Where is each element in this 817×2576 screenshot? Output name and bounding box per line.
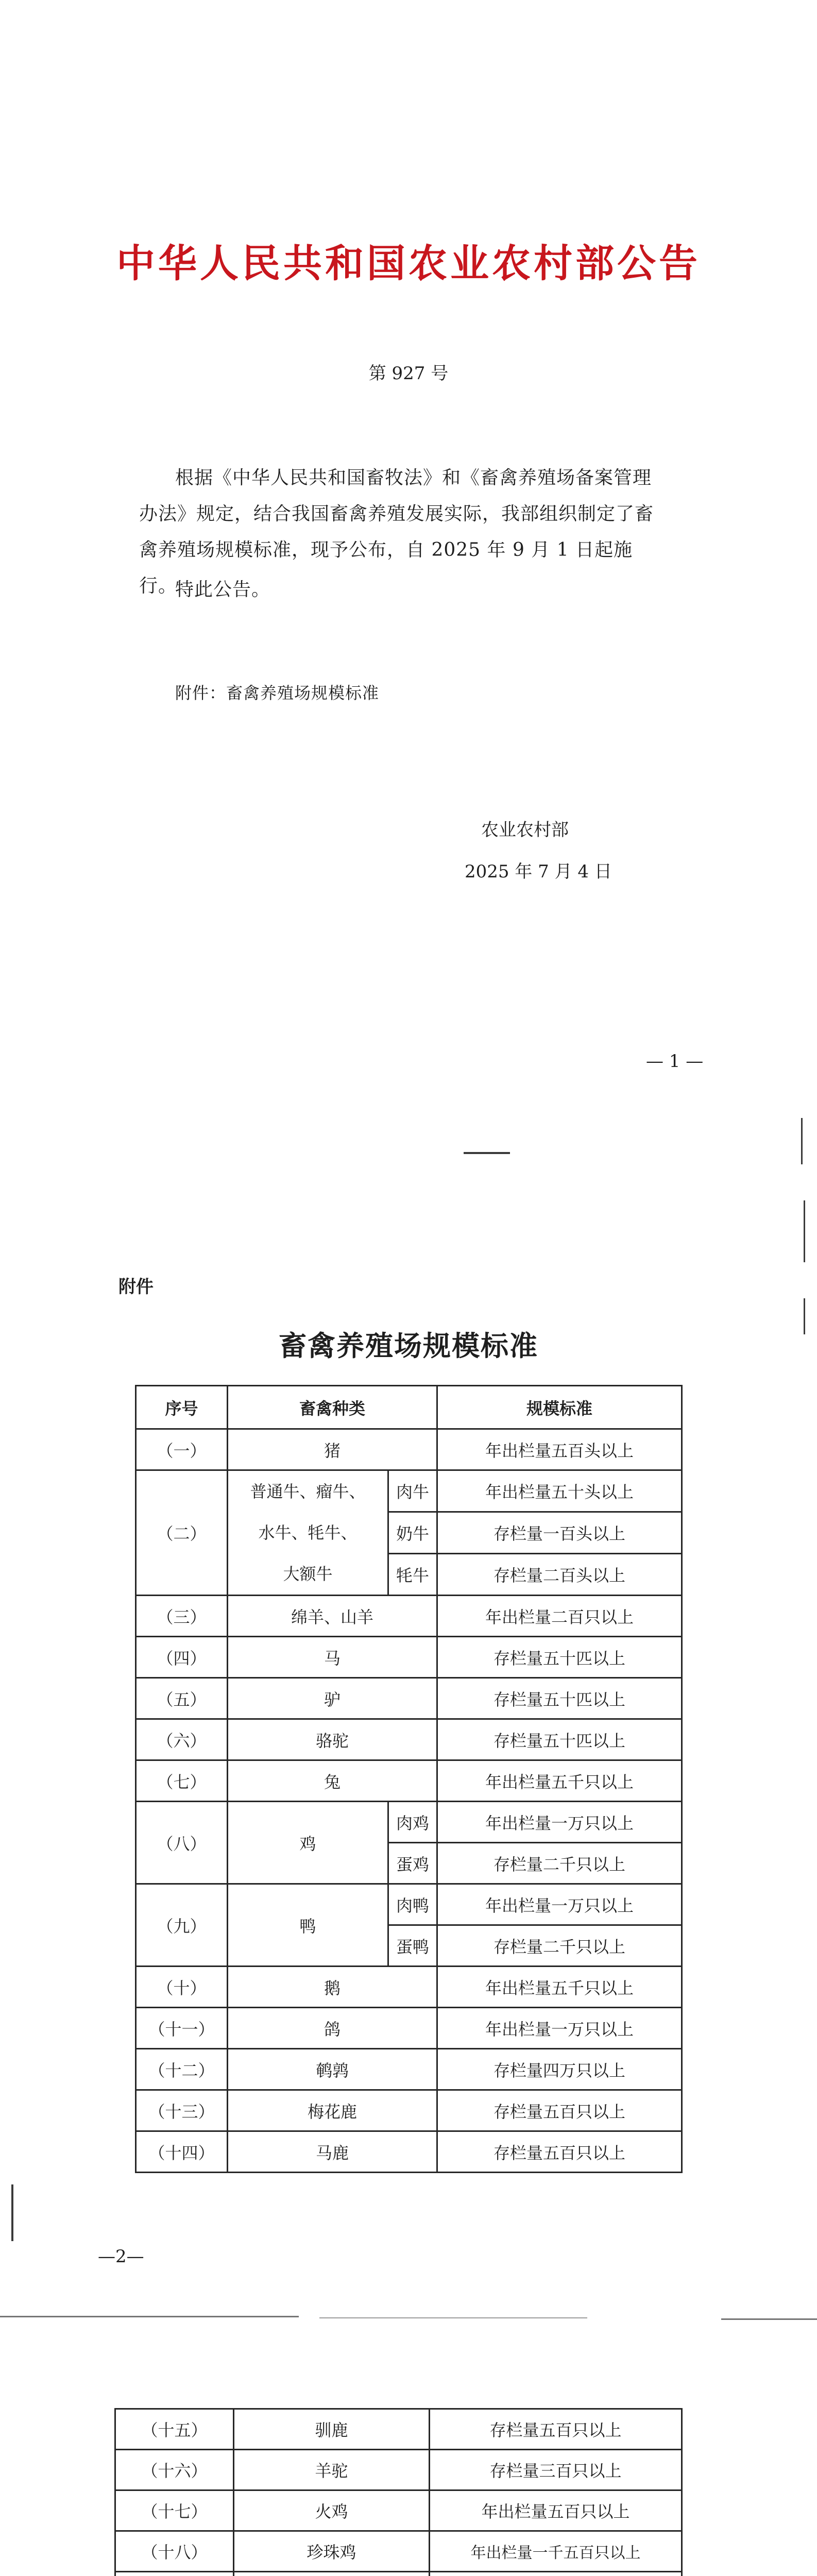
row-species: 绵羊、山羊 bbox=[228, 1596, 437, 1637]
table-row bbox=[115, 2531, 682, 2572]
row-standard: 存栏量五百只以上 bbox=[437, 2131, 682, 2173]
row-subtype: 牦牛 bbox=[388, 1554, 437, 1596]
table-row bbox=[136, 2008, 682, 2049]
page-number-2: —2— bbox=[98, 2246, 144, 2267]
row-standard: 存栏量三百只以上 bbox=[430, 2450, 682, 2490]
table-header-row bbox=[136, 1386, 682, 1429]
table-row bbox=[115, 2450, 682, 2490]
announcement-paragraph: 根据《中华人民共和国畜牧法》和《畜禽养殖场备案管理办法》规定，结合我国畜禽养殖发展实际，我部组织制定了畜禽养殖场规模标准，现予公布，自 2025 年 9 月 1 日起施行。 bbox=[139, 467, 654, 597]
row-standard: 年出栏量二百只以上 bbox=[437, 1596, 682, 1637]
row-no: （九） bbox=[136, 1884, 228, 1967]
table-row bbox=[136, 2049, 682, 2090]
row-standard: 存栏量五百只以上 bbox=[430, 2409, 682, 2450]
row-standard: 年出栏量五千只以上 bbox=[437, 1760, 682, 1802]
row-species: 鸡 bbox=[228, 1802, 388, 1884]
table-row bbox=[136, 1719, 682, 1760]
page-number-1: — 1 — bbox=[646, 1051, 704, 1072]
row-standard: 年出栏量五百头以上 bbox=[437, 1429, 682, 1470]
table-row bbox=[136, 2090, 682, 2131]
issuer-name: 农业农村部 bbox=[481, 820, 569, 840]
row-standard: 年出栏量一万只以上 bbox=[437, 2008, 682, 2049]
row-standard: 年出栏量一万只以上 bbox=[437, 1802, 682, 1843]
row-species: 骆驼 bbox=[228, 1719, 437, 1760]
row-standard bbox=[430, 2572, 682, 2576]
row-no: （一） bbox=[136, 1429, 228, 1470]
row-species-group bbox=[228, 1470, 388, 1596]
issue-date: 2025 年 7 月 4 日 bbox=[465, 861, 612, 882]
table-row bbox=[136, 1429, 682, 1470]
scan-artifact bbox=[0, 2316, 299, 2317]
row-no: （十五） bbox=[115, 2409, 234, 2450]
table-row bbox=[136, 1678, 682, 1719]
row-species: 火鸡 bbox=[234, 2490, 430, 2531]
table-row bbox=[115, 2490, 682, 2531]
row-standard: 存栏量五十匹以上 bbox=[437, 1678, 682, 1719]
row-standard: 存栏量五十匹以上 bbox=[437, 1637, 682, 1678]
row-species: 珍珠鸡 bbox=[234, 2531, 430, 2572]
table-row bbox=[115, 2572, 682, 2576]
row-species: 梅花鹿 bbox=[228, 2090, 437, 2131]
row-no: （十四） bbox=[136, 2131, 228, 2173]
row-standard: 存栏量二百头以上 bbox=[437, 1554, 682, 1596]
species-group-line: 大额牛 bbox=[283, 1564, 333, 1584]
row-species: 马 bbox=[228, 1637, 437, 1678]
attachment-note: 附件：畜禽养殖场规模标准 bbox=[175, 683, 380, 703]
row-standard: 年出栏量五千只以上 bbox=[437, 1967, 682, 2008]
scan-artifact bbox=[801, 1118, 803, 1164]
row-standard: 存栏量二千只以上 bbox=[437, 1925, 682, 1967]
row-species: 鸭 bbox=[228, 1884, 388, 1967]
table-row bbox=[136, 1596, 682, 1637]
row-no: （十三） bbox=[136, 2090, 228, 2131]
row-standard: 存栏量一百头以上 bbox=[437, 1512, 682, 1554]
row-no: （七） bbox=[136, 1760, 228, 1802]
table-row bbox=[136, 1760, 682, 1802]
row-species: 鸽 bbox=[228, 2008, 437, 2049]
table-row bbox=[136, 1470, 682, 1512]
table-row bbox=[115, 2409, 682, 2450]
row-no: （十二） bbox=[136, 2049, 228, 2090]
row-no: （十六） bbox=[115, 2450, 234, 2490]
row-no: （三） bbox=[136, 1596, 228, 1637]
scan-artifact bbox=[721, 2318, 817, 2320]
scan-artifact bbox=[464, 1152, 510, 1154]
scale-standard-table-part2 bbox=[114, 2408, 683, 2576]
table-row bbox=[136, 1637, 682, 1678]
table-row bbox=[136, 2131, 682, 2173]
row-no: （十七） bbox=[115, 2490, 234, 2531]
row-no: （六） bbox=[136, 1719, 228, 1760]
attachment-label: 附件 bbox=[118, 1277, 154, 1297]
header-no: 序号 bbox=[136, 1386, 228, 1429]
table-title: 畜禽养殖场规模标准 bbox=[279, 1329, 538, 1362]
table-row bbox=[136, 1802, 682, 1843]
row-subtype: 肉鸭 bbox=[388, 1884, 437, 1925]
row-subtype: 蛋鸡 bbox=[388, 1843, 437, 1884]
row-standard: 年出栏量五百只以上 bbox=[430, 2490, 682, 2531]
row-species: 驴 bbox=[228, 1678, 437, 1719]
row-standard: 存栏量四万只以上 bbox=[437, 2049, 682, 2090]
row-no bbox=[115, 2572, 234, 2576]
row-species: 猪 bbox=[228, 1429, 437, 1470]
announcement-title: 中华人民共和国农业农村部公告 bbox=[116, 241, 701, 286]
row-standard: 存栏量五百只以上 bbox=[437, 2090, 682, 2131]
species-group-line: 普通牛、瘤牛、 bbox=[250, 1482, 366, 1501]
row-species: 鹅 bbox=[228, 1967, 437, 2008]
row-species: 兔 bbox=[228, 1760, 437, 1802]
announcement-number: 第 927 号 bbox=[368, 363, 449, 384]
row-subtype: 奶牛 bbox=[388, 1512, 437, 1554]
row-no: （二） bbox=[136, 1470, 228, 1596]
row-standard: 存栏量五十匹以上 bbox=[437, 1719, 682, 1760]
row-species: 驯鹿 bbox=[234, 2409, 430, 2450]
scan-artifact bbox=[804, 1200, 805, 1262]
row-no: （八） bbox=[136, 1802, 228, 1884]
row-subtype: 肉牛 bbox=[388, 1470, 437, 1512]
scale-standard-table-part1 bbox=[135, 1385, 683, 2173]
row-no: （十） bbox=[136, 1967, 228, 2008]
closing-phrase: 特此公告。 bbox=[175, 579, 271, 600]
row-no: （十八） bbox=[115, 2531, 234, 2572]
row-no: （四） bbox=[136, 1637, 228, 1678]
row-species: 羊驼 bbox=[234, 2450, 430, 2490]
scan-artifact bbox=[11, 2184, 13, 2241]
table-row bbox=[136, 1884, 682, 1925]
species-group-line: 水牛、牦牛、 bbox=[258, 1523, 358, 1543]
row-no: （五） bbox=[136, 1678, 228, 1719]
row-standard: 年出栏量一千五百只以上 bbox=[430, 2531, 682, 2572]
table-row bbox=[136, 1967, 682, 2008]
row-standard: 年出栏量一万只以上 bbox=[437, 1884, 682, 1925]
row-species bbox=[234, 2572, 430, 2576]
header-species: 畜禽种类 bbox=[228, 1386, 437, 1429]
row-species: 马鹿 bbox=[228, 2131, 437, 2173]
row-subtype: 蛋鸭 bbox=[388, 1925, 437, 1967]
row-standard: 存栏量二千只以上 bbox=[437, 1843, 682, 1884]
scan-artifact bbox=[319, 2317, 587, 2318]
row-species: 鹌鹑 bbox=[228, 2049, 437, 2090]
row-subtype: 肉鸡 bbox=[388, 1802, 437, 1843]
row-standard: 年出栏量五十头以上 bbox=[437, 1470, 682, 1512]
row-no: （十一） bbox=[136, 2008, 228, 2049]
header-standard: 规模标准 bbox=[437, 1386, 682, 1429]
